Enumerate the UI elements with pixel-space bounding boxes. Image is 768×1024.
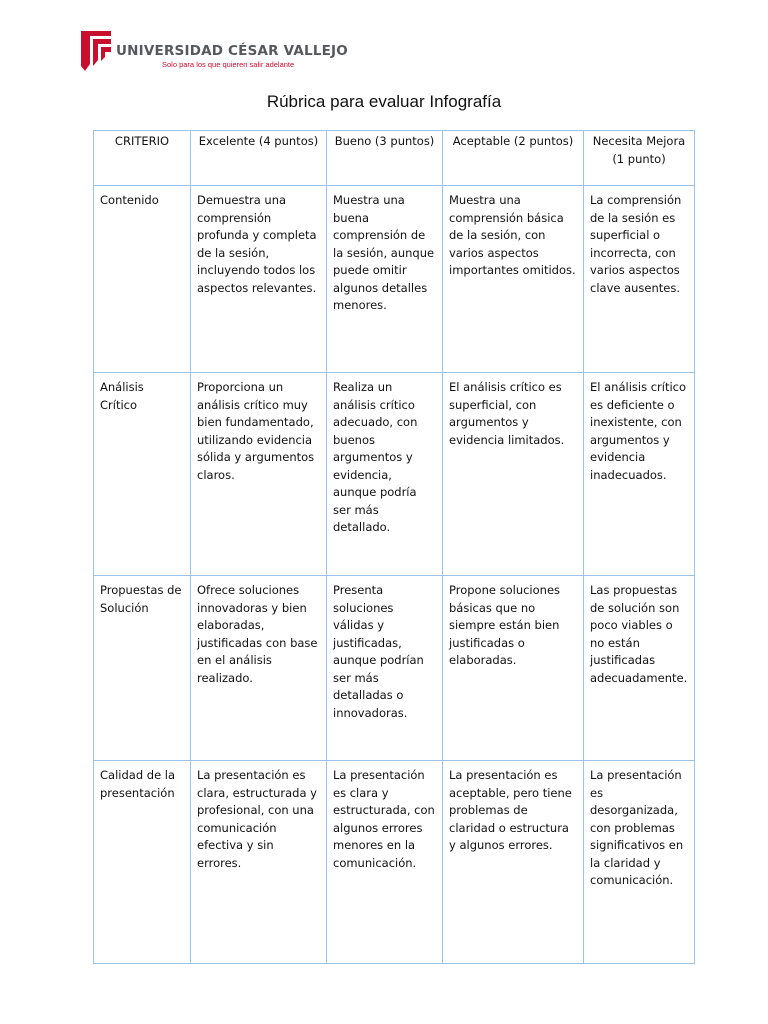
table-cell: Muestra una buena comprensión de la sesión, aunque puede omitir algunos detalles menores.	[327, 186, 443, 373]
table-row	[94, 761, 695, 964]
table-cell: Realiza un análisis crítico adecuado, con buenos argumentos y evidencia, aunque podría ser más detallado.	[327, 373, 443, 576]
table-cell: La presentación es clara y estructurada, con algunos errores menores en la comunicación.	[327, 761, 443, 964]
header-necesita-mejora: Necesita Mejora (1 punto)	[584, 131, 695, 186]
criterion-cell: Propuestas de Solución	[94, 576, 191, 761]
header-excelente: Excelente (4 puntos)	[191, 131, 327, 186]
table-cell: Presenta soluciones válidas y justificadas, aunque podrían ser más detalladas o innovadoras.	[327, 576, 443, 761]
table-cell: Demuestra una comprensión profunda y completa de la sesión, incluyendo todos los aspectos relevantes.	[191, 186, 327, 373]
rubric-table	[93, 130, 695, 964]
table-row	[94, 576, 695, 761]
header-aceptable: Aceptable (2 puntos)	[443, 131, 584, 186]
university-logo	[80, 30, 348, 72]
document-title: Rúbrica para evaluar Infografía	[266, 92, 502, 111]
table-cell: La presentación es desorganizada, con problemas significativos en la claridad y comunicación.	[584, 761, 695, 964]
table-cell: Las propuestas de solución son poco viables o no están justificadas adecuadamente.	[584, 576, 695, 761]
table-cell: El análisis crítico es deficiente o inexistente, con argumentos y evidencia inadecuados.	[584, 373, 695, 576]
table-row	[94, 186, 695, 373]
table-cell: Proporciona un análisis crítico muy bien fundamentado, utilizando evidencia sólida y argumentos claros.	[191, 373, 327, 576]
ucv-shield-icon	[80, 30, 112, 72]
table-cell: Propone soluciones básicas que no siempre están bien justificadas o elaboradas.	[443, 576, 584, 761]
table-cell: Muestra una comprensión básica de la sesión, con varios aspectos importantes omitidos.	[443, 186, 584, 373]
criterion-cell: Contenido	[94, 186, 191, 373]
table-cell: La presentación es clara, estructurada y profesional, con una comunicación efectiva y sin errores.	[191, 761, 327, 964]
table-cell: Ofrece soluciones innovadoras y bien elaboradas, justificadas con base en el análisis realizado.	[191, 576, 327, 761]
table-cell: La comprensión de la sesión es superficial o incorrecta, con varios aspectos clave ausentes.	[584, 186, 695, 373]
table-row	[94, 373, 695, 576]
university-name: UNIVERSIDAD CÉSAR VALLEJO	[116, 43, 348, 59]
table-cell: El análisis crítico es superficial, con argumentos y evidencia limitados.	[443, 373, 584, 576]
header-bueno: Bueno (3 puntos)	[327, 131, 443, 186]
table-cell: La presentación es aceptable, pero tiene problemas de claridad o estructura y algunos errores.	[443, 761, 584, 964]
university-tagline: Solo para los que quieren salir adelante	[162, 60, 295, 69]
criterion-cell: Calidad de la presentación	[94, 761, 191, 964]
criterion-cell: Análisis Crítico	[94, 373, 191, 576]
header-criterio: CRITERIO	[94, 131, 191, 186]
table-header-row	[94, 131, 695, 186]
